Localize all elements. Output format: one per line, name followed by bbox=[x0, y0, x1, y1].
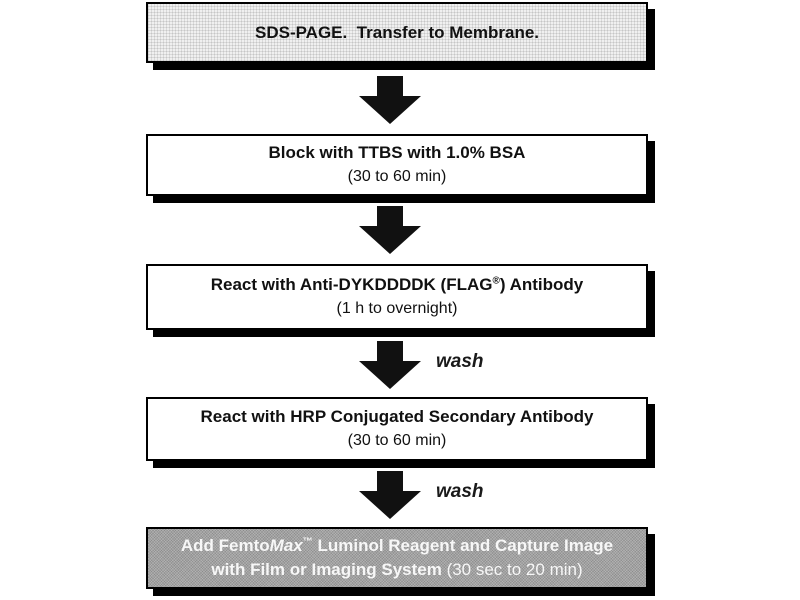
step-title: React with HRP Conjugated Secondary Antibody bbox=[200, 407, 594, 426]
step-duration: (30 to 60 min) bbox=[347, 432, 447, 449]
step-title-text: ) Antibody bbox=[499, 275, 584, 294]
down-arrow-icon bbox=[358, 471, 422, 519]
step-box-secondary-antibody bbox=[146, 397, 648, 461]
step-title bbox=[211, 273, 584, 297]
step-title: Block with TTBS with 1.0% BSA bbox=[268, 143, 526, 162]
step-title-text: Add Femto bbox=[180, 536, 270, 555]
product-name-italic: Max bbox=[269, 536, 303, 555]
down-arrow-icon bbox=[358, 341, 422, 389]
step-box-detection bbox=[146, 527, 648, 589]
step-title-text: Luminol Reagent and Capture Image bbox=[312, 536, 614, 555]
step-title bbox=[211, 558, 582, 582]
step-duration: (30 sec to 20 min) bbox=[446, 560, 583, 579]
wash-label: wash bbox=[436, 351, 484, 372]
step-duration: (30 to 60 min) bbox=[347, 168, 447, 185]
down-arrow-icon bbox=[358, 76, 422, 124]
step-title-text: with Film or Imaging System bbox=[211, 560, 447, 579]
step-box-primary-antibody bbox=[146, 264, 648, 330]
down-arrow-icon bbox=[358, 206, 422, 254]
step-box-sds-page bbox=[146, 2, 648, 63]
step-title-text: React with Anti-DYKDDDDK (FLAG bbox=[210, 275, 493, 294]
step-duration: (1 h to overnight) bbox=[336, 300, 458, 317]
step-title bbox=[181, 534, 613, 558]
step-title: SDS-PAGE. Transfer to Membrane. bbox=[254, 22, 540, 42]
step-box-block bbox=[146, 134, 648, 196]
trademark-symbol: ™ bbox=[302, 536, 313, 548]
registered-trademark-symbol: ® bbox=[492, 275, 500, 287]
wash-label: wash bbox=[436, 481, 484, 502]
